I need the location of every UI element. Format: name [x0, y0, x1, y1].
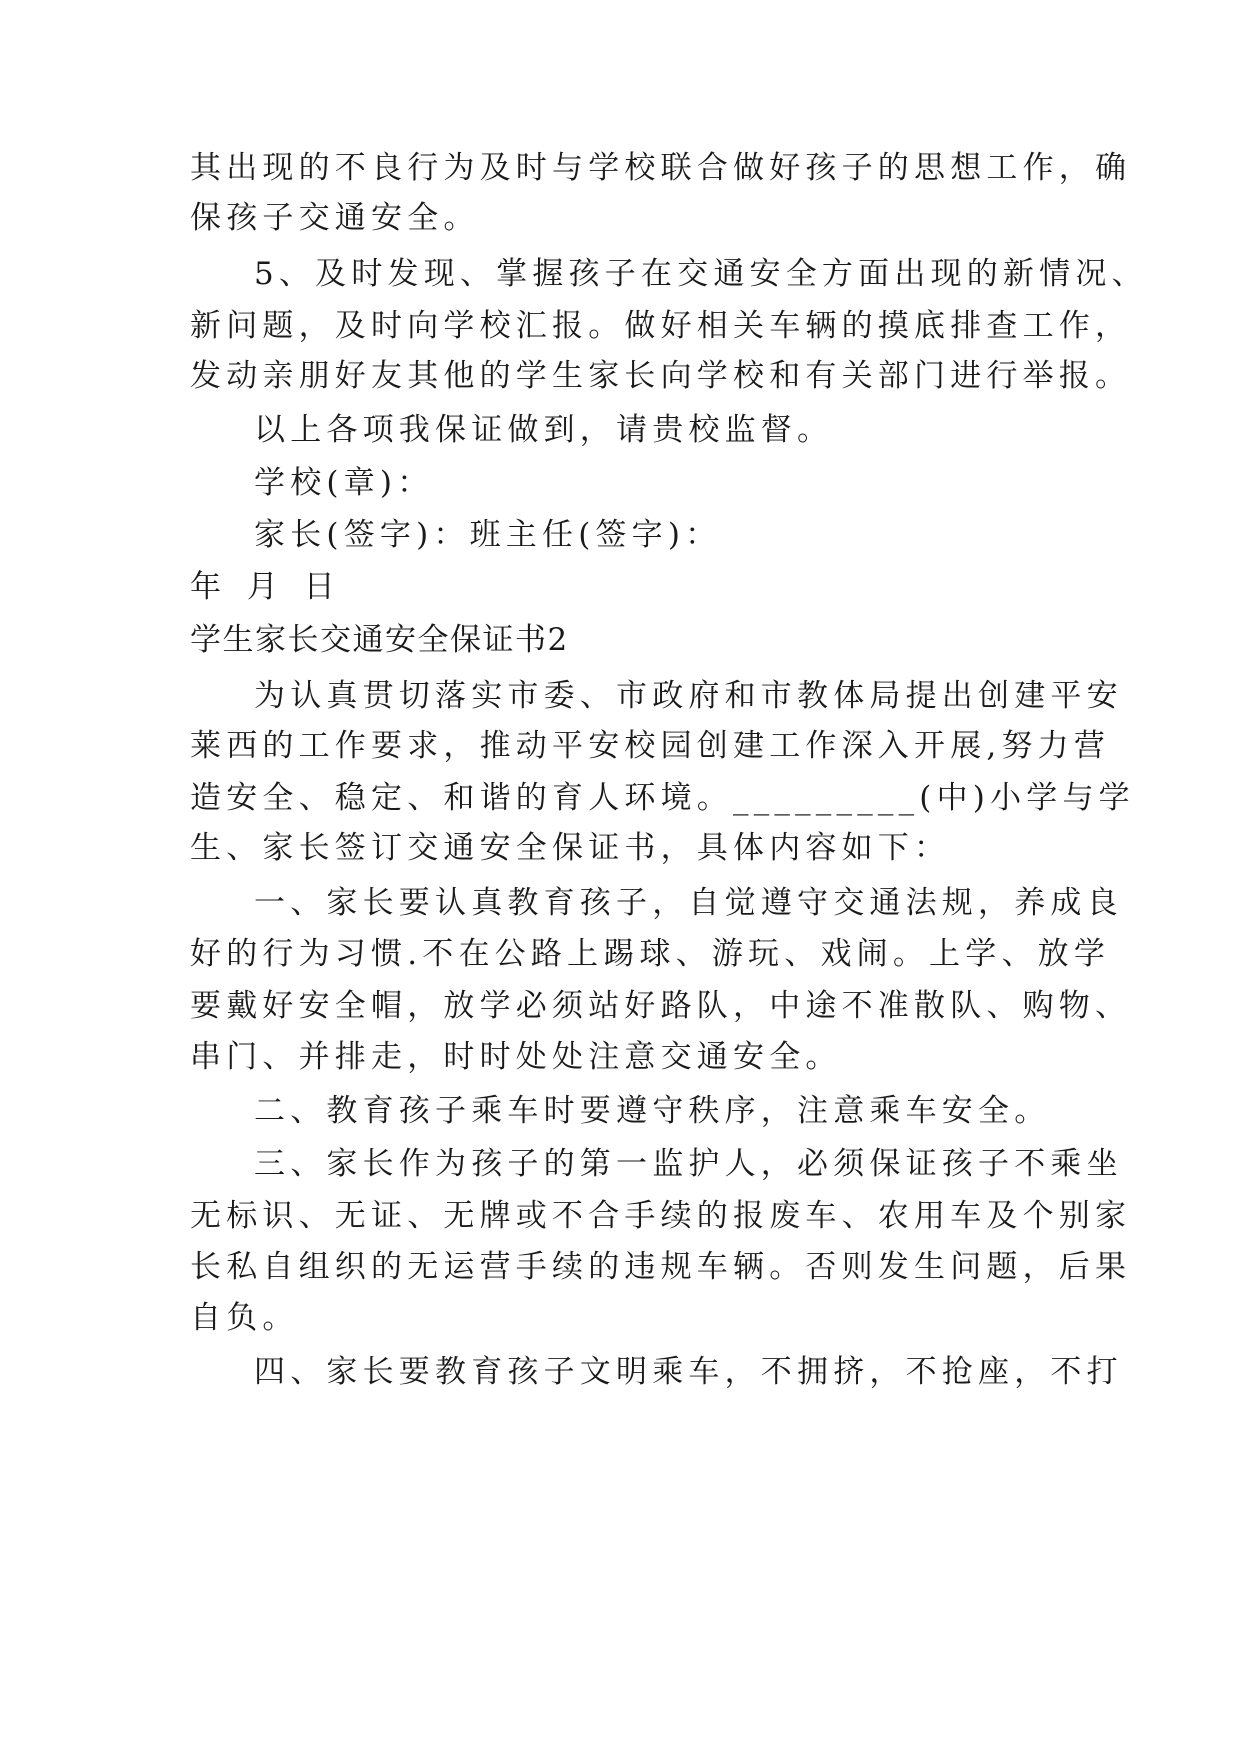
paragraph-line: 新问题，及时向学校汇报。做好相关车辆的摸底排查工作，	[190, 308, 1132, 344]
paragraph-line: 无标识、无证、无牌或不合手续的报废车、农用车及个别家	[190, 1198, 1132, 1234]
paragraph-line: 莱西的工作要求，推动平安校园创建工作深入开展,努力营	[190, 728, 1111, 764]
signature-line: 家长(签字)：班主任(签字)：	[254, 517, 722, 553]
paragraph-line: 长私自组织的无运营手续的违规车辆。否则发生问题，后果	[190, 1249, 1132, 1285]
school-seal-line: 学校(章)：	[254, 465, 434, 501]
paragraph-line: 一、家长要认真教育孩子，自觉遵守交通法规，养成良	[254, 885, 1123, 921]
date-year: 年	[190, 569, 221, 605]
paragraph-line: 生、家长签订交通安全保证书，具体内容如下：	[190, 830, 951, 866]
paragraph-line: 好的行为习惯.不在公路上踢球、游玩、戏闹。上学、放学	[190, 936, 1111, 972]
paragraph-line: 二、教育孩子乘车时要遵守秩序，注意乘车安全。	[254, 1093, 1051, 1129]
date-month: 月	[246, 569, 278, 605]
paragraph-line: 保孩子交通安全。	[190, 200, 480, 236]
paragraph-line: 发动亲朋好友其他的学生家长向学校和有关部门进行举报。	[190, 358, 1132, 394]
paragraph-line: 为认真贯切落实市委、市政府和市教体局提出创建平安	[254, 678, 1123, 714]
date-day: 日	[303, 569, 335, 605]
paragraph-line: 自负。	[190, 1300, 299, 1336]
paragraph-line: 要戴好安全帽，放学必须站好路队，中途不准散队、购物、	[190, 988, 1132, 1024]
paragraph-line: 串门、并排走，时时处处注意交通安全。	[190, 1039, 842, 1075]
paragraph-line: 5、及时发现、掌握孩子在交通安全方面出现的新情况、	[254, 256, 1148, 292]
paragraph-line: 四、家长要教育孩子文明乘车，不拥挤，不抢座，不打	[254, 1354, 1123, 1390]
paragraph-line: 三、家长作为孩子的第一监护人，必须保证孩子不乘坐	[254, 1146, 1123, 1182]
paragraph-line: 以上各项我保证做到，请贵校监督。	[254, 412, 834, 448]
section-title: 学生家长交通安全保证书2	[190, 622, 569, 658]
date-line	[190, 567, 1090, 607]
paragraph-line: 造安全、稳定、和谐的育人环境。_________(中)小学与学	[190, 780, 1135, 816]
paragraph-line: 其出现的不良行为及时与学校联合做好孩子的思想工作，确	[190, 150, 1132, 186]
